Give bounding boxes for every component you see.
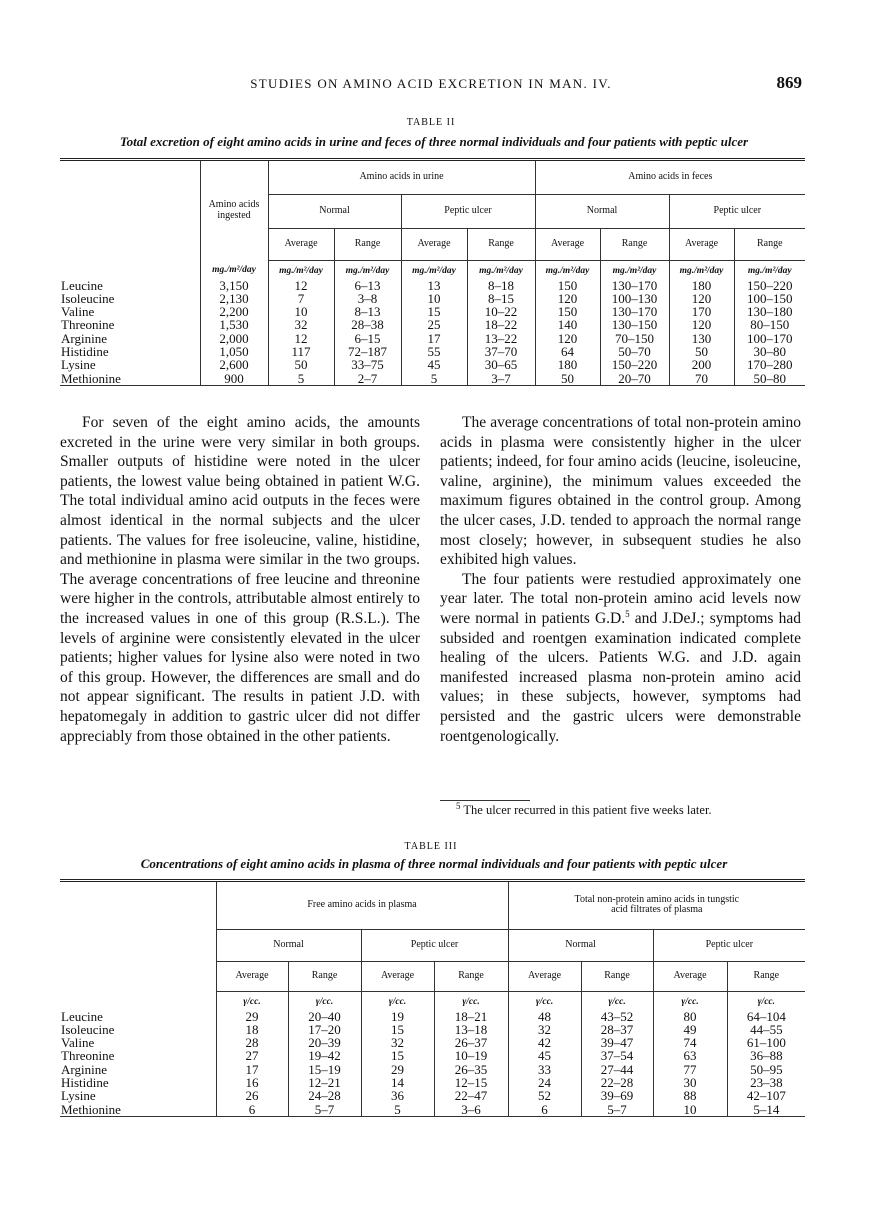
- running-title: STUDIES ON AMINO ACID EXCRETION IN MAN. IV.: [250, 76, 612, 91]
- value-cell: 15–19: [288, 1063, 361, 1076]
- col-range: Range: [288, 961, 361, 991]
- value-cell: 17: [401, 332, 467, 345]
- col-average: Average: [669, 228, 734, 260]
- value-cell: 16: [216, 1076, 288, 1089]
- value-cell: 27–44: [581, 1063, 653, 1076]
- value-cell: 5–14: [727, 1103, 805, 1116]
- amino-acid-name: Methionine: [61, 1101, 121, 1117]
- table-3-body: [60, 991, 805, 1116]
- value-cell: 3–6: [434, 1103, 508, 1116]
- value-cell: 1,050: [200, 345, 268, 358]
- unit-cell: γ/cc.: [216, 991, 288, 1010]
- paragraph: For seven of the eight amino acids, the amounts excreted in the urine were very similar in both groups. Smaller outputs of histidine were noted in the ulcer patients, the lowest value being obtained in patient W.G. The total individual amino acid outputs in the feces were almost identical in the normal subjects and the ulcer patients. The values for free isoleucine, valine, histidine, and methionine in plasma were similar in the two groups. The average concentrations of free leucine and threonine were higher in the controls, attributable almost entirely to the increased values in one of this group (R.S.L.). The levels of arginine were consistently elevated in the ulcer patients; higher values for lysine also were noted in two of this group. However, the differences are small and do not appear significant. The results in patient J.D. with hepatomegaly in addition to gastric ulcer did not differ appreciably from those obtained in the other patients.: [60, 414, 420, 745]
- value-cell: 117: [268, 345, 334, 358]
- value-cell: 23–38: [727, 1076, 805, 1089]
- feces-normal-header: Normal: [535, 194, 669, 228]
- value-cell: 25: [401, 318, 467, 331]
- value-cell: 120: [669, 292, 734, 305]
- table-2-body: [60, 260, 805, 385]
- value-cell: 10: [401, 292, 467, 305]
- value-cell: 19–42: [288, 1049, 361, 1062]
- value-cell: 30–65: [467, 358, 535, 371]
- value-cell: 18–21: [434, 1010, 508, 1023]
- table-row: [60, 318, 805, 331]
- unit-cell: mg./m²/day: [535, 260, 600, 279]
- unit-cell: γ/cc.: [434, 991, 508, 1010]
- amino-acid-name: Arginine: [61, 1061, 107, 1077]
- unit-cell: γ/cc.: [581, 991, 653, 1010]
- value-cell: 5: [401, 372, 467, 385]
- value-cell: 140: [535, 318, 600, 331]
- value-cell: 2,200: [200, 305, 268, 318]
- footnote-ref: 5: [625, 608, 630, 619]
- value-cell: 48: [508, 1010, 581, 1023]
- value-cell: 13: [401, 279, 467, 292]
- value-cell: 150–220: [600, 358, 669, 371]
- table-2-caption: Total excretion of eight amino acids in urine and feces of three normal individuals and four patients with peptic ulcer: [119, 134, 749, 149]
- corner-cell: [60, 161, 200, 260]
- value-cell: 64–104: [727, 1010, 805, 1023]
- value-cell: 24–28: [288, 1089, 361, 1102]
- col-average: Average: [361, 961, 434, 991]
- units-row: [60, 260, 805, 279]
- value-cell: 180: [535, 358, 600, 371]
- value-cell: 100–170: [734, 332, 805, 345]
- value-cell: 42–107: [727, 1089, 805, 1102]
- unit-cell: γ/cc.: [508, 991, 581, 1010]
- footnote-mark: 5: [456, 800, 461, 811]
- value-cell: 200: [669, 358, 734, 371]
- paragraph-text: The four patients were restudied approximately one year later. The total non-protein amino acid levels now were normal in patients G.D.: [440, 570, 801, 627]
- value-cell: 15: [361, 1049, 434, 1062]
- value-cell: 32: [361, 1036, 434, 1049]
- value-cell: 6: [508, 1103, 581, 1116]
- value-cell: 6–15: [334, 332, 401, 345]
- value-cell: 20–40: [288, 1010, 361, 1023]
- col-range: Range: [727, 961, 805, 991]
- corner-cell: [60, 882, 216, 991]
- value-cell: 120: [669, 318, 734, 331]
- value-cell: 15: [401, 305, 467, 318]
- amino-acid-name: Threonine: [61, 317, 115, 333]
- total-header: Total non-protein amino acids in tungstic acid filtrates of plasma: [508, 882, 805, 929]
- value-cell: 12: [268, 332, 334, 345]
- value-cell: 72–187: [334, 345, 401, 358]
- table-row: [60, 1023, 805, 1036]
- col-average: Average: [268, 228, 334, 260]
- total-ulcer-header: Peptic ulcer: [653, 929, 805, 961]
- value-cell: 32: [508, 1023, 581, 1036]
- table-3-label: TABLE III: [404, 841, 458, 852]
- col-average: Average: [401, 228, 467, 260]
- value-cell: 5–7: [581, 1103, 653, 1116]
- page-number: 869: [776, 73, 802, 92]
- value-cell: 150: [535, 305, 600, 318]
- amino-acid-name: Leucine: [61, 277, 103, 293]
- value-cell: 22–28: [581, 1076, 653, 1089]
- value-cell: 130–150: [600, 318, 669, 331]
- value-cell: 45: [508, 1049, 581, 1062]
- col-average: Average: [216, 961, 288, 991]
- value-cell: 32: [268, 318, 334, 331]
- value-cell: 2,000: [200, 332, 268, 345]
- table-row: [60, 372, 805, 385]
- value-cell: 130–170: [600, 279, 669, 292]
- value-cell: 33: [508, 1063, 581, 1076]
- value-cell: 130–170: [600, 305, 669, 318]
- amino-acid-name: Methionine: [61, 370, 121, 386]
- value-cell: 63: [653, 1049, 727, 1062]
- value-cell: 29: [216, 1010, 288, 1023]
- value-cell: 2,130: [200, 292, 268, 305]
- value-cell: 42: [508, 1036, 581, 1049]
- value-cell: 77: [653, 1063, 727, 1076]
- col-range: Range: [734, 228, 805, 260]
- value-cell: 88: [653, 1089, 727, 1102]
- value-cell: 80–150: [734, 318, 805, 331]
- amino-acid-name: Histidine: [61, 343, 109, 359]
- paragraph: The average concentrations of total non-protein amino acids in plasma were consistently higher in the ulcer patients; indeed, for four amino acids (leucine, isoleucine, valine, arginine), the minimum values exceeded the maximum figures obtained in the control group. Among the ulcer cases, J.D. tended to approach the normal range most closely; however, in subsequent studies he also exhibited high values.: [440, 414, 801, 569]
- unit-cell: mg./m²/day: [734, 260, 805, 279]
- value-cell: 26–35: [434, 1063, 508, 1076]
- units-cell: [60, 260, 200, 279]
- value-cell: 50–70: [600, 345, 669, 358]
- feces-ulcer-header: Peptic ulcer: [669, 194, 805, 228]
- value-cell: 39–47: [581, 1036, 653, 1049]
- value-cell: 100–130: [600, 292, 669, 305]
- value-cell: 29: [361, 1063, 434, 1076]
- value-cell: 10: [268, 305, 334, 318]
- value-cell: 50: [535, 372, 600, 385]
- value-cell: 14: [361, 1076, 434, 1089]
- value-cell: 64: [535, 345, 600, 358]
- amino-acid-name: Isoleucine: [61, 1021, 115, 1037]
- total-normal-header: Normal: [508, 929, 653, 961]
- amino-acid-name: Lysine: [61, 1088, 96, 1104]
- unit-cell: mg./m²/day: [600, 260, 669, 279]
- value-cell: 19: [361, 1010, 434, 1023]
- value-cell: 3–8: [334, 292, 401, 305]
- value-cell: 52: [508, 1089, 581, 1102]
- value-cell: 12–21: [288, 1076, 361, 1089]
- table-row: [60, 1076, 805, 1089]
- value-cell: 36–88: [727, 1049, 805, 1062]
- table-row: [60, 305, 805, 318]
- table-row: [60, 1036, 805, 1049]
- value-cell: 50–95: [727, 1063, 805, 1076]
- value-cell: 30–80: [734, 345, 805, 358]
- value-cell: 50–80: [734, 372, 805, 385]
- value-cell: 120: [535, 292, 600, 305]
- units-row: [60, 991, 805, 1010]
- col-average: Average: [508, 961, 581, 991]
- value-cell: 37–70: [467, 345, 535, 358]
- col-range: Range: [581, 961, 653, 991]
- footnote-text: The ulcer recurred in this patient five weeks later.: [460, 803, 712, 817]
- value-cell: 20–70: [600, 372, 669, 385]
- amino-acid-name: Histidine: [61, 1074, 109, 1090]
- value-cell: 20–39: [288, 1036, 361, 1049]
- amino-acid-name: Lysine: [61, 357, 96, 373]
- value-cell: 6: [216, 1103, 288, 1116]
- value-cell: 74: [653, 1036, 727, 1049]
- unit-cell: mg./m²/day: [401, 260, 467, 279]
- table-row: [60, 1049, 805, 1062]
- paragraph: [440, 570, 801, 746]
- paragraph-text: and J.DeJ.; symptoms had subsided and roentgen examination indicated complete healing of the ulcers. Patients W.G. and J.D. again manifested increased plasma non-protein amino acid values; in these subjects, however, symptoms had persisted and the gastric ulcers were demonstrable roentgenologically.: [440, 609, 801, 745]
- col-range: Range: [600, 228, 669, 260]
- value-cell: 170: [669, 305, 734, 318]
- value-cell: 1,530: [200, 318, 268, 331]
- urine-normal-header: Normal: [268, 194, 401, 228]
- unit-cell: mg./m²/day: [200, 260, 268, 279]
- value-cell: 900: [200, 372, 268, 385]
- value-cell: 5: [361, 1103, 434, 1116]
- unit-cell: mg./m²/day: [334, 260, 401, 279]
- amino-acid-name: Valine: [61, 1035, 95, 1051]
- value-cell: 12: [268, 279, 334, 292]
- value-cell: 70–150: [600, 332, 669, 345]
- table-row: [60, 332, 805, 345]
- value-cell: 10–19: [434, 1049, 508, 1062]
- value-cell: 6–13: [334, 279, 401, 292]
- value-cell: 7: [268, 292, 334, 305]
- footnote-rule: [440, 800, 530, 801]
- free-ulcer-header: Peptic ulcer: [361, 929, 508, 961]
- value-cell: 17–20: [288, 1023, 361, 1036]
- value-cell: 49: [653, 1023, 727, 1036]
- value-cell: 80: [653, 1010, 727, 1023]
- table-2: [60, 158, 805, 386]
- footnote: [440, 800, 800, 818]
- value-cell: 50: [669, 345, 734, 358]
- table-row: [60, 345, 805, 358]
- table-2-label: TABLE II: [406, 117, 456, 128]
- unit-cell: γ/cc.: [727, 991, 805, 1010]
- table-3: [60, 879, 805, 1117]
- right-column: [440, 413, 801, 746]
- value-cell: 43–52: [581, 1010, 653, 1023]
- urine-ulcer-header: Peptic ulcer: [401, 194, 535, 228]
- ingested-header: Amino acids ingested: [200, 161, 268, 260]
- value-cell: 28–37: [581, 1023, 653, 1036]
- unit-cell: γ/cc.: [653, 991, 727, 1010]
- value-cell: 100–150: [734, 292, 805, 305]
- value-cell: 70: [669, 372, 734, 385]
- value-cell: 10: [653, 1103, 727, 1116]
- value-cell: 61–100: [727, 1036, 805, 1049]
- value-cell: 170–280: [734, 358, 805, 371]
- table-3-caption: Concentrations of eight amino acids in plasma of three normal individuals and four patients with peptic ulcer: [140, 856, 728, 871]
- amino-acid-name: Isoleucine: [61, 290, 115, 306]
- value-cell: 50: [268, 358, 334, 371]
- value-cell: 44–55: [727, 1023, 805, 1036]
- value-cell: 3–7: [467, 372, 535, 385]
- urine-header: Amino acids in urine: [268, 161, 535, 194]
- col-average: Average: [535, 228, 600, 260]
- value-cell: 130–180: [734, 305, 805, 318]
- value-cell: 26–37: [434, 1036, 508, 1049]
- value-cell: 13–18: [434, 1023, 508, 1036]
- value-cell: 130: [669, 332, 734, 345]
- value-cell: 22–47: [434, 1089, 508, 1102]
- value-cell: 3,150: [200, 279, 268, 292]
- value-cell: 5: [268, 372, 334, 385]
- value-cell: 150–220: [734, 279, 805, 292]
- table-row: [60, 279, 805, 292]
- col-range: Range: [434, 961, 508, 991]
- amino-acid-name: Valine: [61, 304, 95, 320]
- col-average: Average: [653, 961, 727, 991]
- value-cell: 17: [216, 1063, 288, 1076]
- value-cell: 10–22: [467, 305, 535, 318]
- value-cell: 15: [361, 1023, 434, 1036]
- value-cell: 26: [216, 1089, 288, 1102]
- table-row: [60, 1063, 805, 1076]
- value-cell: 36: [361, 1089, 434, 1102]
- value-cell: 33–75: [334, 358, 401, 371]
- amino-acid-name: Threonine: [61, 1048, 115, 1064]
- table-row: [60, 1103, 805, 1116]
- value-cell: 12–15: [434, 1076, 508, 1089]
- table-row: [60, 292, 805, 305]
- value-cell: 18–22: [467, 318, 535, 331]
- value-cell: 30: [653, 1076, 727, 1089]
- value-cell: 37–54: [581, 1049, 653, 1062]
- unit-cell: mg./m²/day: [669, 260, 734, 279]
- value-cell: 8–18: [467, 279, 535, 292]
- value-cell: 27: [216, 1049, 288, 1062]
- unit-cell: mg./m²/day: [268, 260, 334, 279]
- left-column: [60, 413, 420, 746]
- col-range: Range: [467, 228, 535, 260]
- value-cell: 18: [216, 1023, 288, 1036]
- units-cell: [60, 991, 216, 1010]
- value-cell: 8–15: [467, 292, 535, 305]
- feces-header: Amino acids in feces: [535, 161, 805, 194]
- free-header: Free amino acids in plasma: [216, 882, 508, 929]
- value-cell: 28–38: [334, 318, 401, 331]
- amino-acid-name: Arginine: [61, 330, 107, 346]
- amino-acid-name: Leucine: [61, 1008, 103, 1024]
- value-cell: 13–22: [467, 332, 535, 345]
- value-cell: 2,600: [200, 358, 268, 371]
- unit-cell: γ/cc.: [361, 991, 434, 1010]
- value-cell: 8–13: [334, 305, 401, 318]
- value-cell: 55: [401, 345, 467, 358]
- value-cell: 150: [535, 279, 600, 292]
- value-cell: 120: [535, 332, 600, 345]
- unit-cell: mg./m²/day: [467, 260, 535, 279]
- value-cell: 45: [401, 358, 467, 371]
- col-range: Range: [334, 228, 401, 260]
- table-row: [60, 1089, 805, 1102]
- table-row: [60, 358, 805, 371]
- value-cell: 2–7: [334, 372, 401, 385]
- value-cell: 28: [216, 1036, 288, 1049]
- running-head: [60, 73, 802, 98]
- table-row: [60, 1010, 805, 1023]
- free-normal-header: Normal: [216, 929, 361, 961]
- value-cell: 24: [508, 1076, 581, 1089]
- value-cell: 5–7: [288, 1103, 361, 1116]
- value-cell: 180: [669, 279, 734, 292]
- unit-cell: γ/cc.: [288, 991, 361, 1010]
- value-cell: 39–69: [581, 1089, 653, 1102]
